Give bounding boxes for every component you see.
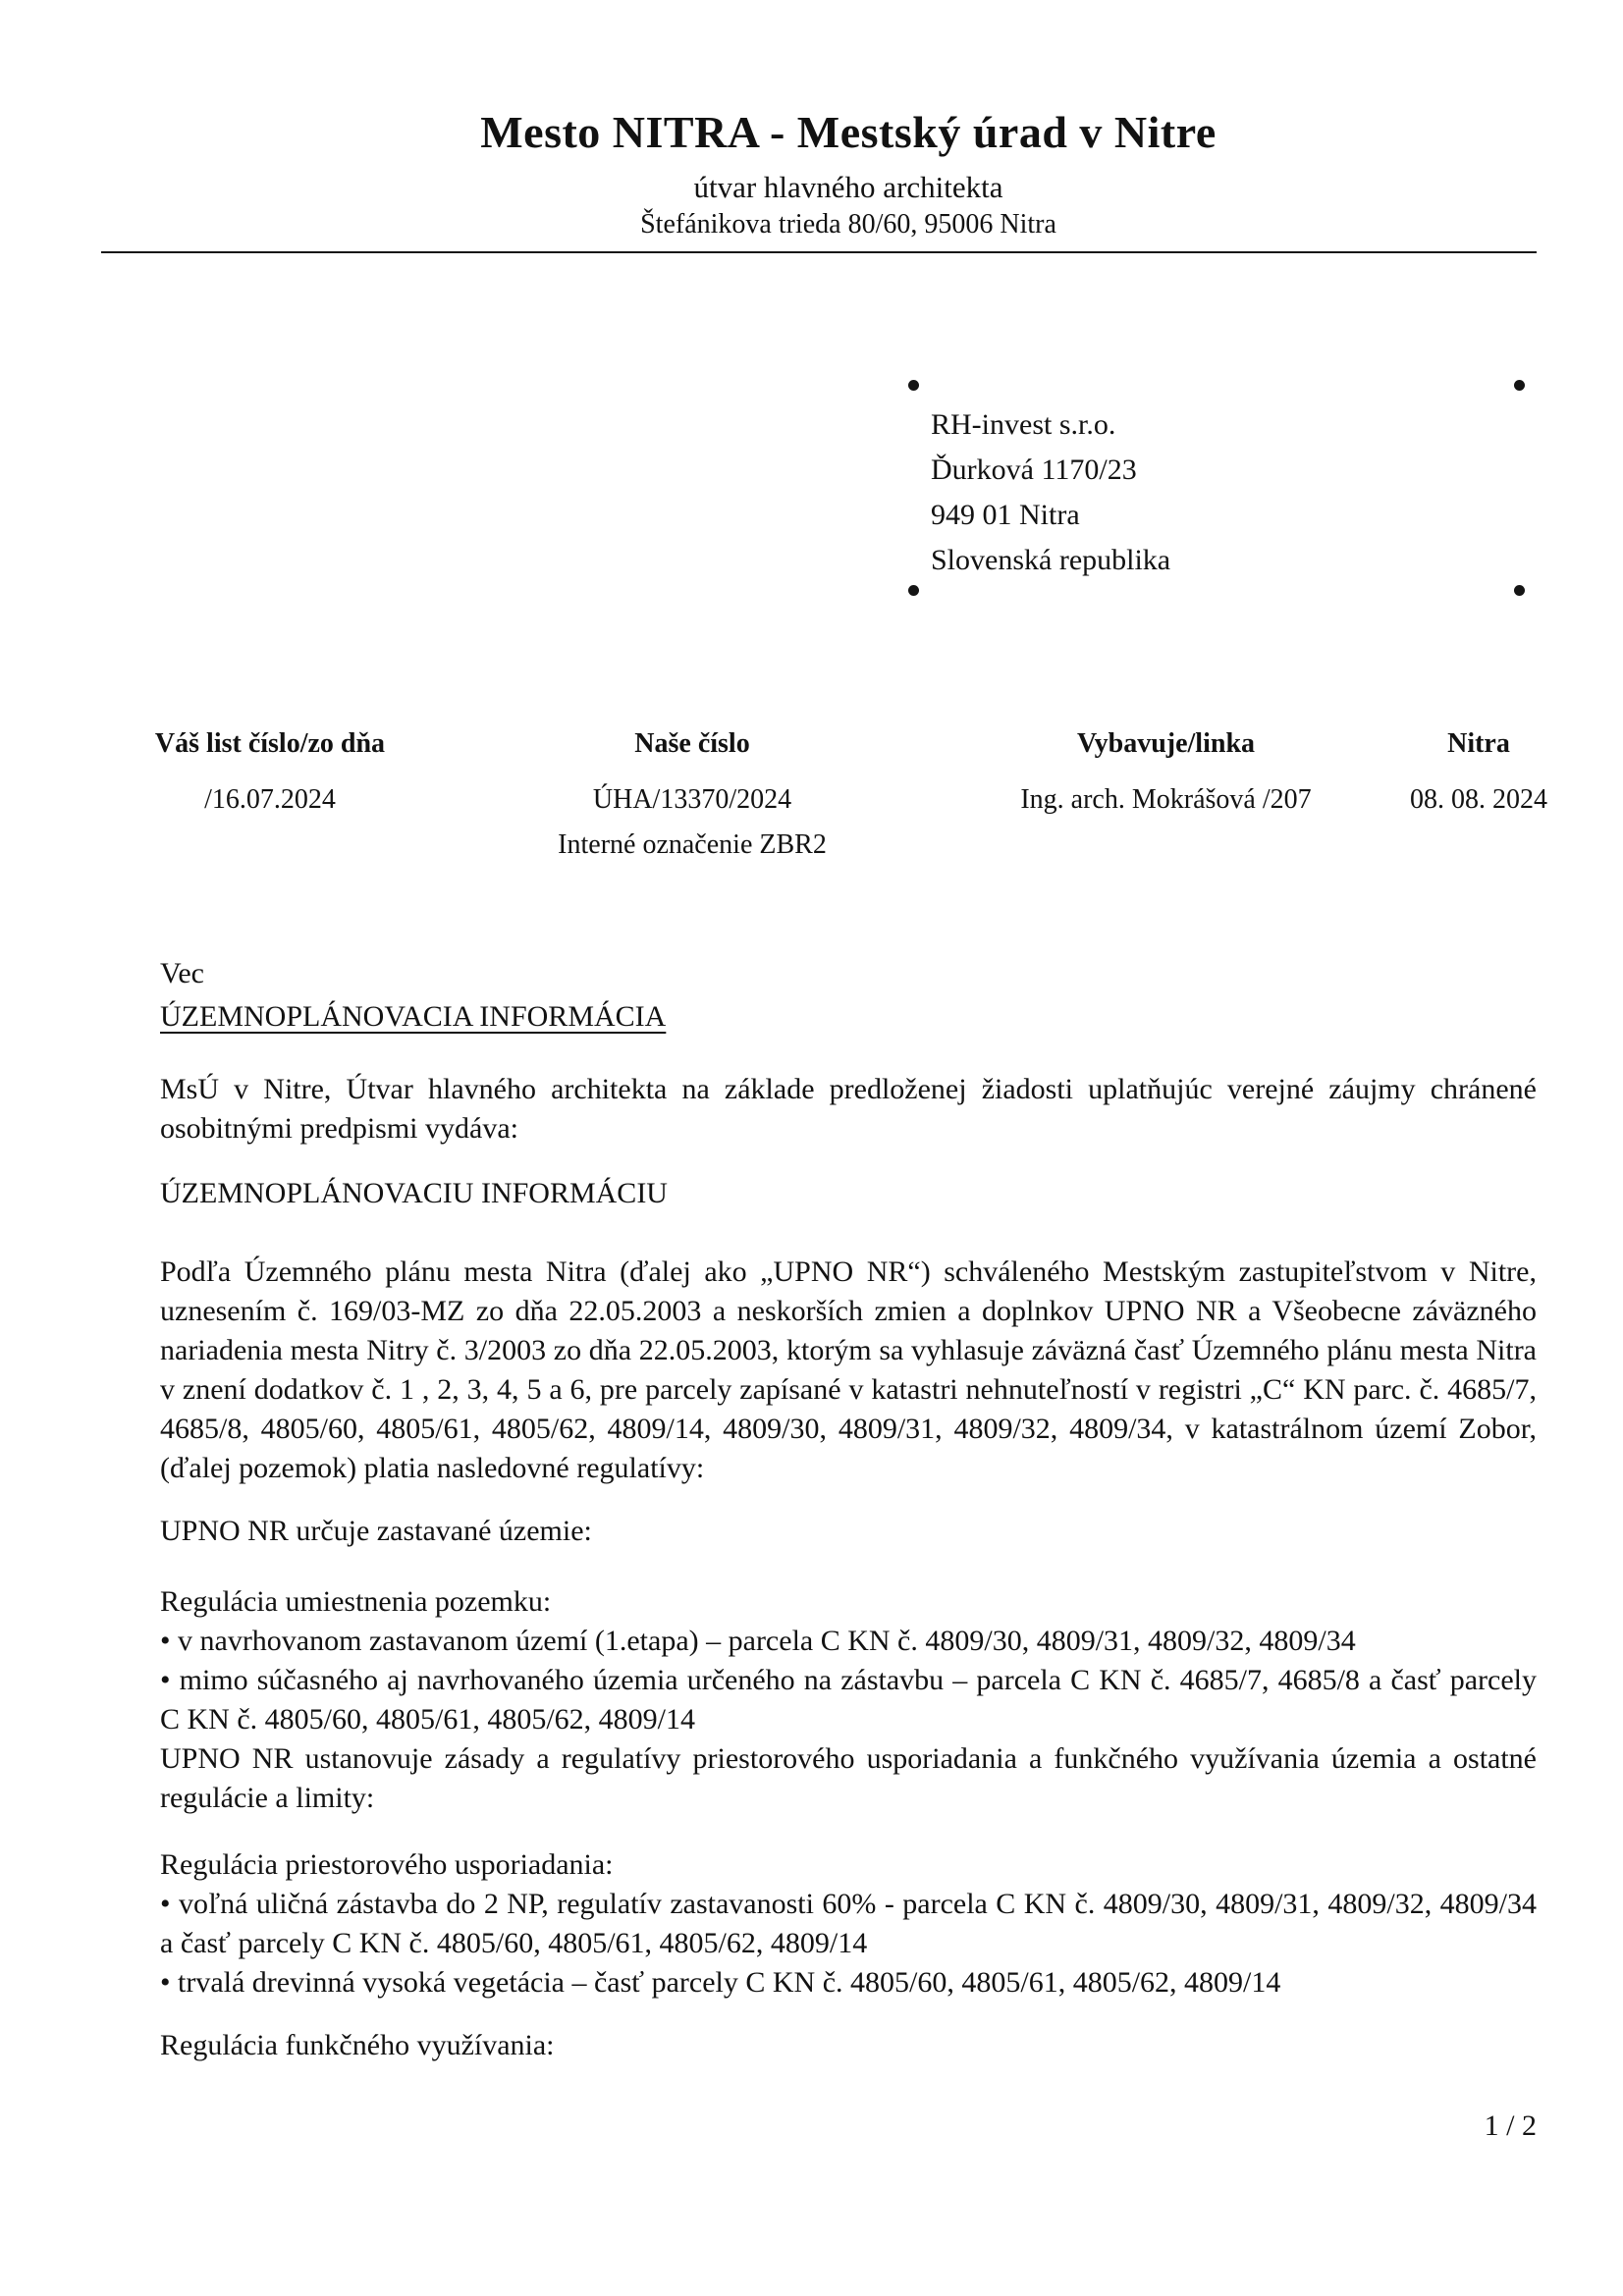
- section-regulacia-priestoroveho: [160, 1845, 1537, 2002]
- envelope-corner-mark-bottom-left: [908, 585, 919, 596]
- section-heading-funkcne-vyuzivanie: Regulácia funkčného využívania:: [160, 2029, 555, 2061]
- paragraph-line: 4685/8, 4805/60, 4805/61, 4805/62, 4809/14, 4809/30, 4809/31, 4809/32, 4809/34, v katastrálnom území Zobor,: [160, 1413, 1537, 1445]
- bullet-line: • trvalá drevinná vysoká vegetácia – časť parcely C KN č. 4805/60, 4805/61, 4805/62, 4809/14: [160, 1966, 1281, 1999]
- recipient-address-block: [931, 402, 1170, 583]
- paragraph-line: (ďalej pozemok) platia nasledovné regulatívy:: [160, 1452, 705, 1484]
- ref-our-number: [530, 728, 854, 868]
- bullet-line: • voľná uličná zástavba do 2 NP, regulatív zastavanosti 60% - parcela C KN č. 4809/30, 4809/31, 4809/32, 4809/34: [160, 1888, 1537, 1920]
- paragraph-line: nariadenia mesta Nitry č. 3/2003 zo dňa 22.05.2003, ktorým sa vyhlasuje záväzná časť Územného plánu mesta Nitra: [160, 1334, 1537, 1366]
- envelope-corner-mark-bottom-right: [1514, 585, 1525, 596]
- paragraph-line: uznesením č. 169/03-MZ zo dňa 22.05.2003 a neskorších zmien a doplnkov UPNO NR a Všeobecne záväzného: [160, 1295, 1537, 1327]
- page-title: Mesto NITRA - Mestský úrad v Nitre: [480, 107, 1217, 157]
- zastavane-uzemie-line: UPNO NR určuje zastavané územie:: [160, 1515, 592, 1547]
- ref-our-number-label: Naše číslo: [634, 728, 750, 759]
- subject-title: ÚZEMNOPLÁNOVACIA INFORMÁCIA: [160, 1000, 667, 1033]
- bullet-continuation-line: a časť parcely C KN č. 4805/60, 4805/61, 4805/62, 4809/14: [160, 1927, 868, 1959]
- paragraph-line: regulácie a limity:: [160, 1782, 375, 1814]
- header-divider: [101, 251, 1537, 253]
- ref-your-number-label: Váš list číslo/zo dňa: [154, 728, 386, 759]
- department-subtitle: útvar hlavného architekta: [693, 170, 1003, 204]
- page-number: 1 / 2: [1484, 2109, 1537, 2142]
- ref-our-number-value: ÚHA/13370/2024: [592, 784, 792, 815]
- recipient-name: RH-invest s.r.o.: [931, 408, 1116, 441]
- ref-place-label: Nitra: [1447, 728, 1510, 759]
- bullet-line: • mimo súčasného aj navrhovaného územia určeného na zástavbu – parcela C KN č. 4685/7, 4685/8 a časť parcely: [160, 1664, 1537, 1696]
- ref-date-value: 08. 08. 2024: [1410, 784, 1547, 815]
- envelope-corner-mark-top-left: [908, 380, 919, 391]
- paragraph-line: osobitnými predpismi vydáva:: [160, 1112, 518, 1145]
- paragraph-line: v znení dodatkov č. 1 , 2, 3, 4, 5 a 6, pre parcely zapísané v katastri nehnuteľností v registri „C“ KN parc. č. 4685/7,: [160, 1373, 1537, 1406]
- ref-place-date: [1375, 728, 1583, 823]
- section-heading: Regulácia priestorového usporiadania:: [160, 1848, 614, 1881]
- office-address: Štefánikova trieda 80/60, 95006 Nitra: [640, 209, 1056, 240]
- recipient-street: Ďurková 1170/23: [931, 454, 1137, 486]
- ref-handler-label: Vybavuje/linka: [1076, 728, 1256, 759]
- ref-your-number: [147, 728, 393, 823]
- paragraph-line: MsÚ v Nitre, Útvar hlavného architekta na základe predloženej žiadosti uplatňujúc verejné záujmy chránené: [160, 1073, 1537, 1105]
- section-regulacia-umiestnenia: [160, 1582, 1537, 1818]
- letterhead: [160, 106, 1537, 240]
- subject-label: Vec: [160, 957, 204, 989]
- bullet-continuation-line: C KN č. 4805/60, 4805/61, 4805/62, 4809/14: [160, 1703, 695, 1735]
- recipient-country: Slovenská republika: [931, 544, 1171, 576]
- paragraph-upno: [160, 1253, 1537, 1488]
- ref-internal-designation: Interné označenie ZBR2: [558, 829, 827, 860]
- ref-handler-value: Ing. arch. Mokrášová /207: [1020, 784, 1312, 815]
- ref-your-number-value: /16.07.2024: [204, 784, 336, 815]
- section-heading: Regulácia umiestnenia pozemku:: [160, 1585, 552, 1618]
- envelope-corner-mark-top-right: [1514, 380, 1525, 391]
- recipient-city: 949 01 Nitra: [931, 499, 1080, 531]
- uzemnoplanovacia-informacia-heading: ÚZEMNOPLÁNOVACIU INFORMÁCIU: [160, 1177, 668, 1209]
- paragraph-line: Podľa Územného plánu mesta Nitra (ďalej ako „UPNO NR“) schváleného Mestským zastupiteľstvom v Nitre,: [160, 1255, 1537, 1288]
- paragraph-intro: [160, 1070, 1537, 1148]
- ref-handler: [997, 728, 1335, 823]
- bullet-line: • v navrhovanom zastavanom území (1.etapa) – parcela C KN č. 4809/30, 4809/31, 4809/32, 4809/34: [160, 1625, 1356, 1657]
- paragraph-line: UPNO NR ustanovuje zásady a regulatívy priestorového usporiadania a funkčného využívania územia a ostatné: [160, 1742, 1537, 1775]
